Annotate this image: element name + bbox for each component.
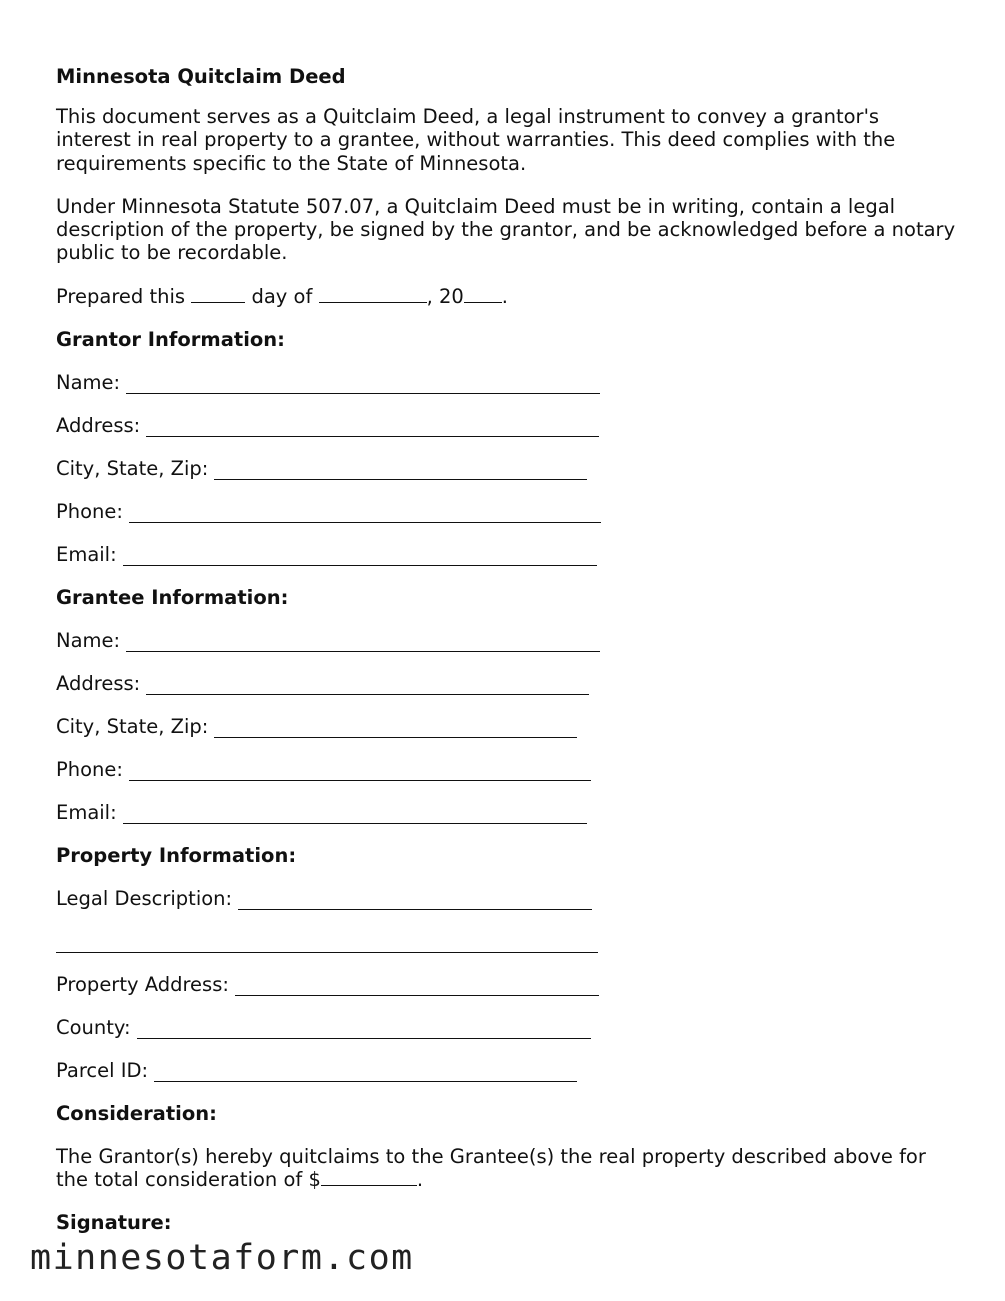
legal-description-blank[interactable] <box>238 892 592 910</box>
legal-description-blank-2[interactable] <box>56 935 598 953</box>
deed-document <box>56 63 956 1254</box>
property-heading: Property Information: <box>56 843 297 867</box>
parcel-id-blank[interactable] <box>154 1064 577 1082</box>
intro-paragraph: This document serves as a Quitclaim Deed, a legal instrument to convey a grantor's interest in real property to a grantee, without warranties. This deed complies with the requirements specific to the State of Minnesota. <box>56 105 896 175</box>
prepared-year-blank[interactable] <box>464 285 502 303</box>
consideration-amount-blank[interactable] <box>321 1168 417 1186</box>
grantor-heading: Grantor Information: <box>56 327 285 351</box>
grantee-name-label: Name: <box>56 628 121 652</box>
grantee-city-blank[interactable] <box>214 720 577 738</box>
grantee-email-label: Email: <box>56 800 117 824</box>
grantor-phone-blank[interactable] <box>129 505 601 523</box>
prepared-prefix: Prepared this <box>56 284 186 308</box>
property-address-label: Property Address: <box>56 972 229 996</box>
grantor-phone-label: Phone: <box>56 499 123 523</box>
legal-description-field <box>56 887 956 910</box>
grantor-phone-field <box>56 500 956 523</box>
statute-paragraph: Under Minnesota Statute 507.07, a Quitclaim Deed must be in writing, contain a legal description of the property, be signed by the grantor, and be acknowledged before a notary public to be recordable. <box>56 194 956 265</box>
grantor-name-blank[interactable] <box>126 376 600 394</box>
prepared-year-prefix: , 20 <box>426 284 464 308</box>
consideration-suffix: . <box>416 1168 424 1192</box>
grantee-heading: Grantee Information: <box>56 585 289 609</box>
grantee-phone-label: Phone: <box>56 757 123 781</box>
grantee-name-blank[interactable] <box>126 634 600 652</box>
grantor-name-field <box>56 371 956 394</box>
county-blank[interactable] <box>137 1021 591 1039</box>
consideration-paragraph <box>56 1145 956 1192</box>
grantee-address-blank[interactable] <box>146 677 589 695</box>
grantee-name-field <box>56 629 956 652</box>
grantor-city-blank[interactable] <box>214 462 587 480</box>
parcel-id-field <box>56 1059 956 1082</box>
grantor-email-label: Email: <box>56 542 117 566</box>
grantor-city-field <box>56 457 956 480</box>
grantee-phone-field <box>56 758 956 781</box>
consideration-text: The Grantor(s) hereby quitclaims to the Grantee(s) the real property described above for the total consideration of $ <box>56 1144 926 1192</box>
grantee-phone-blank[interactable] <box>129 763 591 781</box>
prepared-day-of: day of <box>251 284 313 308</box>
grantee-email-field <box>56 801 956 824</box>
grantee-city-field <box>56 715 956 738</box>
property-address-blank[interactable] <box>235 978 599 996</box>
grantee-address-field <box>56 672 956 695</box>
grantee-email-blank[interactable] <box>123 806 587 824</box>
grantor-name-label: Name: <box>56 370 121 394</box>
grantor-email-field <box>56 543 956 566</box>
document-title: Minnesota Quitclaim Deed <box>56 65 346 88</box>
grantor-email-blank[interactable] <box>123 548 597 566</box>
prepared-suffix: . <box>501 284 508 308</box>
legal-description-continuation <box>56 930 956 953</box>
grantee-city-label: City, State, Zip: <box>56 714 209 738</box>
parcel-id-label: Parcel ID: <box>56 1058 149 1082</box>
prepared-line <box>56 285 956 308</box>
grantor-address-blank[interactable] <box>146 419 599 437</box>
county-label: County: <box>56 1015 131 1039</box>
site-watermark: minnesotaform.com <box>30 1238 414 1278</box>
grantor-city-label: City, State, Zip: <box>56 456 209 480</box>
grantor-address-label: Address: <box>56 413 141 437</box>
property-address-field <box>56 973 956 996</box>
prepared-month-blank[interactable] <box>319 285 427 303</box>
grantee-address-label: Address: <box>56 671 141 695</box>
legal-description-label: Legal Description: <box>56 886 233 910</box>
grantor-address-field <box>56 414 956 437</box>
signature-heading: Signature: <box>56 1211 172 1235</box>
consideration-heading: Consideration: <box>56 1101 217 1125</box>
prepared-day-blank[interactable] <box>191 285 245 303</box>
county-field <box>56 1016 956 1039</box>
